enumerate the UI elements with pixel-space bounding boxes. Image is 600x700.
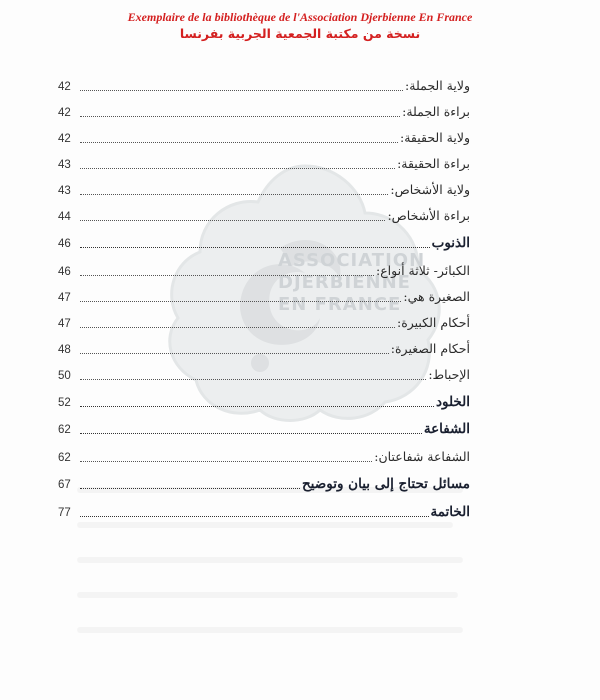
toc-heading-row	[58, 229, 470, 251]
toc-dot-leader	[80, 300, 401, 302]
toc-entry-row	[58, 257, 470, 279]
toc-entry-row	[58, 202, 470, 224]
toc-entry-row	[58, 283, 470, 305]
toc-page-number: 47	[58, 318, 71, 330]
toc-page-number: 44	[58, 211, 71, 223]
toc-dot-leader	[80, 89, 403, 91]
toc-entry-row	[58, 72, 470, 94]
toc-label: الذنوب	[431, 235, 470, 251]
toc-dot-leader	[80, 352, 389, 354]
toc-page-number: 46	[58, 238, 71, 250]
toc-heading-row	[58, 498, 470, 520]
toc-dot-leader	[80, 378, 426, 380]
toc-dot-leader	[80, 432, 422, 434]
toc-page-number: 42	[58, 133, 71, 145]
toc-heading-row	[58, 470, 470, 492]
toc-label: براءة الأشخاص:	[387, 208, 470, 223]
toc-label: الشفاعة شفاعتان:	[374, 449, 470, 464]
toc-entry-row	[58, 361, 470, 383]
toc-label: الشفاعة	[423, 421, 470, 437]
toc-page-number: 43	[58, 185, 71, 197]
toc-entry-row	[58, 124, 470, 146]
toc-dot-leader	[80, 193, 388, 195]
toc-label: براءة الحقيقة:	[397, 156, 470, 171]
toc-entry-row	[58, 150, 470, 172]
toc-dot-leader	[80, 141, 398, 143]
toc-page-number: 62	[58, 452, 71, 464]
toc-dot-leader	[80, 115, 400, 117]
toc-page-number: 52	[58, 397, 71, 409]
toc-page-number: 67	[58, 479, 71, 491]
toc-dot-leader	[80, 219, 385, 221]
toc-label: الصغيرة هي:	[403, 289, 470, 304]
header-arabic-line: نسخة من مكتبة الجمعية الجربية بفرنسا	[179, 26, 421, 41]
toc-label: الكبائر- ثلاثة أنواع:	[376, 263, 470, 278]
toc-entry-row	[58, 98, 470, 120]
toc-dot-leader	[80, 246, 430, 248]
toc-entry-row	[58, 443, 470, 465]
toc-entry-row	[58, 335, 470, 357]
toc-heading-row	[58, 388, 470, 410]
watermark-text: ASSOCIATION DJERBIENNE EN FRANCE	[278, 250, 426, 315]
toc-label: ولاية الجملة:	[405, 78, 470, 93]
toc-page-number: 62	[58, 424, 71, 436]
toc-dot-leader	[80, 274, 374, 276]
toc-dot-leader	[80, 515, 429, 517]
toc-label: براءة الجملة:	[402, 104, 470, 119]
toc-label: أحكام الصغيرة:	[390, 341, 470, 356]
toc-page-number: 47	[58, 292, 71, 304]
toc-dot-leader	[80, 167, 395, 169]
header-french-line: Exemplaire de la bibliothèque de l'Association Djerbienne En France	[127, 10, 473, 24]
toc-page-number: 46	[58, 266, 71, 278]
toc-page-number: 77	[58, 507, 71, 519]
toc-page-number: 48	[58, 344, 71, 356]
toc-dot-leader	[80, 405, 434, 407]
toc-page-number: 50	[58, 370, 71, 382]
toc-label: مسائل تحتاج إلى بيان وتوضيح	[301, 476, 470, 492]
toc-entry-row	[58, 176, 470, 198]
toc-page-number: 42	[58, 107, 71, 119]
toc-heading-row	[58, 415, 470, 437]
toc-label: ولاية الأشخاص:	[390, 182, 470, 197]
library-stamp-header	[0, 10, 600, 42]
toc-page-number: 43	[58, 159, 71, 171]
toc-dot-leader	[80, 460, 372, 462]
toc-dot-leader	[80, 326, 395, 328]
toc-page-number: 42	[58, 81, 71, 93]
toc-entry-row	[58, 309, 470, 331]
toc-label: أحكام الكبيرة:	[396, 315, 470, 330]
toc-label: الخاتمة	[430, 504, 470, 520]
toc-label: الإحباط:	[428, 367, 470, 382]
toc-label: ولاية الحقيقة:	[399, 130, 470, 145]
toc-dot-leader	[80, 487, 300, 489]
toc-label: الخلود	[435, 394, 470, 410]
